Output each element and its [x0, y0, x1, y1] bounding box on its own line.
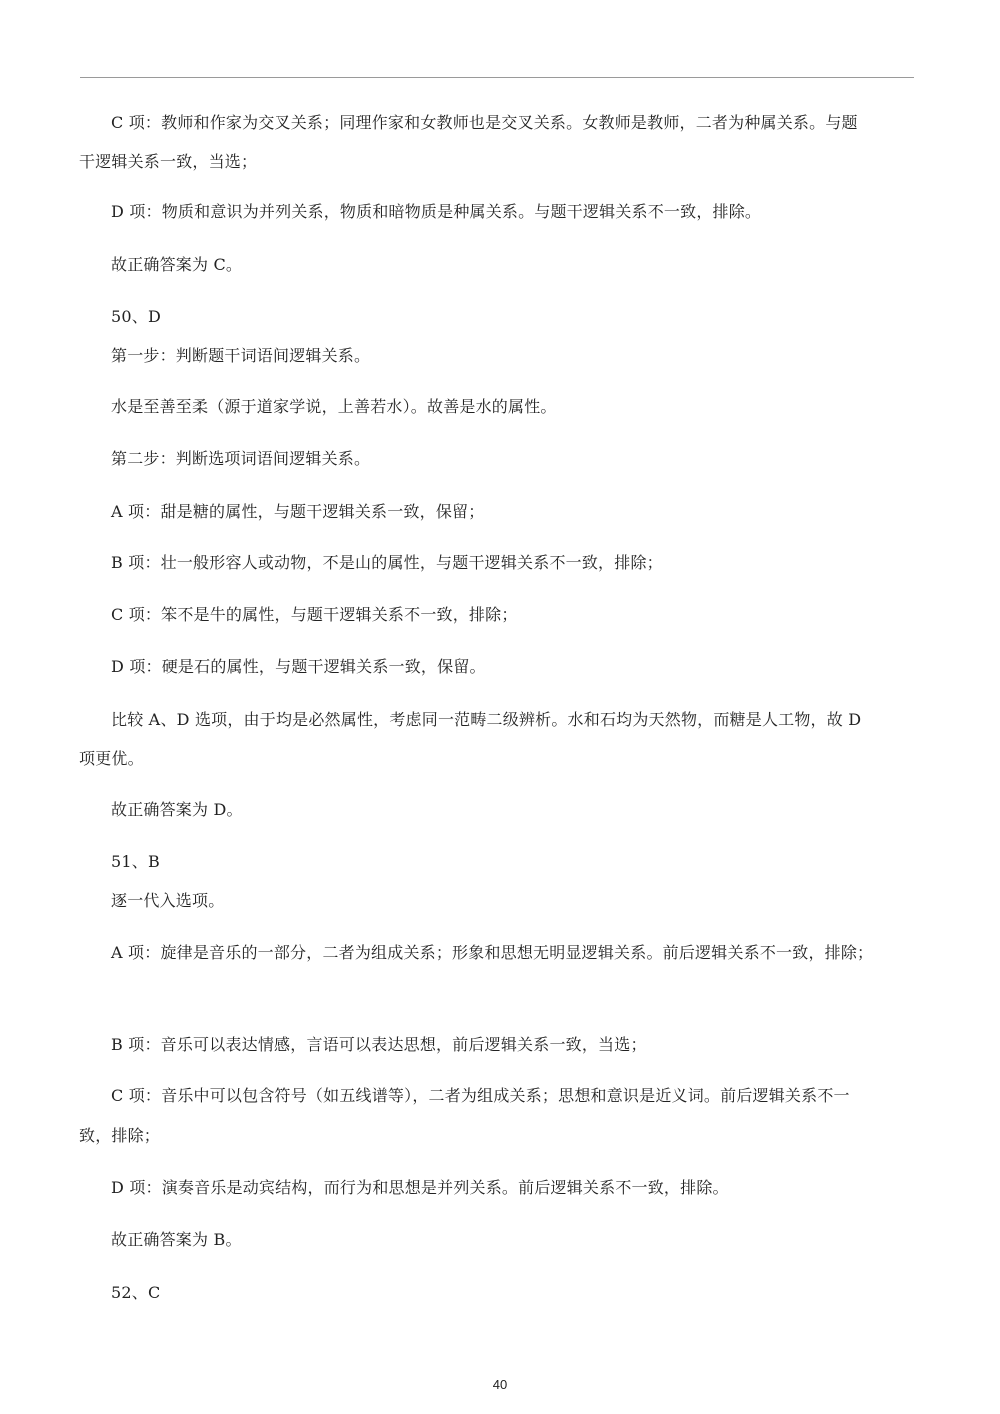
- text-line: 比较 A、D 选项，由于均是必然属性，考虑同一范畴二级辨析。水和石均为天然物，而糖是人工物，故 D: [111, 710, 862, 729]
- text-line: 故正确答案为 C。: [111, 255, 243, 274]
- text-line: C 项：音乐中可以包含符号（如五线谱等），二者为组成关系；思想和意识是近义词。前后逻辑关系不一: [111, 1086, 850, 1105]
- text-line: C 项：笨不是牛的属性，与题干逻辑关系不一致，排除；: [111, 605, 518, 624]
- text-line: B 项：壮一般形容人或动物，不是山的属性，与题干逻辑关系不一致，排除；: [111, 553, 663, 572]
- page-number: 40: [492, 1377, 508, 1392]
- header-rule: [80, 77, 914, 78]
- text-line: 致，排除；: [79, 1126, 161, 1145]
- question-number: 50、D: [111, 307, 161, 326]
- text-line: D 项：演奏音乐是动宾结构，而行为和思想是并列关系。前后逻辑关系不一致，排除。: [111, 1178, 729, 1197]
- text-line: 第一步：判断题干词语间逻辑关系。: [111, 346, 371, 365]
- text-line: 故正确答案为 D。: [111, 800, 243, 819]
- question-number: 51、B: [111, 852, 160, 871]
- text-line: 逐一代入选项。: [111, 891, 225, 910]
- text-line: B 项：音乐可以表达情感，言语可以表达思想，前后逻辑关系一致，当选；: [111, 1035, 647, 1054]
- text-line: 水是至善至柔（源于道家学说，上善若水）。故善是水的属性。: [111, 397, 557, 416]
- text-line: A 项：甜是糖的属性，与题干逻辑关系一致，保留；: [111, 502, 485, 521]
- text-line: A 项：旋律是音乐的一部分，二者为组成关系；形象和思想无明显逻辑关系。前后逻辑关系不一致，排除；: [111, 943, 874, 962]
- text-line: 第二步：判断选项词语间逻辑关系。: [111, 449, 371, 468]
- text-line: C 项：教师和作家为交叉关系；同理作家和女教师也是交叉关系。女教师是教师，二者为种属关系。与题: [111, 113, 858, 132]
- text-line: 故正确答案为 B。: [111, 1230, 242, 1249]
- question-number: 52、C: [111, 1283, 161, 1302]
- text-line: D 项：物质和意识为并列关系，物质和暗物质是种属关系。与题干逻辑关系不一致，排除。: [111, 202, 762, 221]
- text-line: D 项：硬是石的属性，与题干逻辑关系一致，保留。: [111, 657, 486, 676]
- text-line: 干逻辑关系一致，当选；: [79, 152, 258, 171]
- text-line: 项更优。: [79, 749, 144, 768]
